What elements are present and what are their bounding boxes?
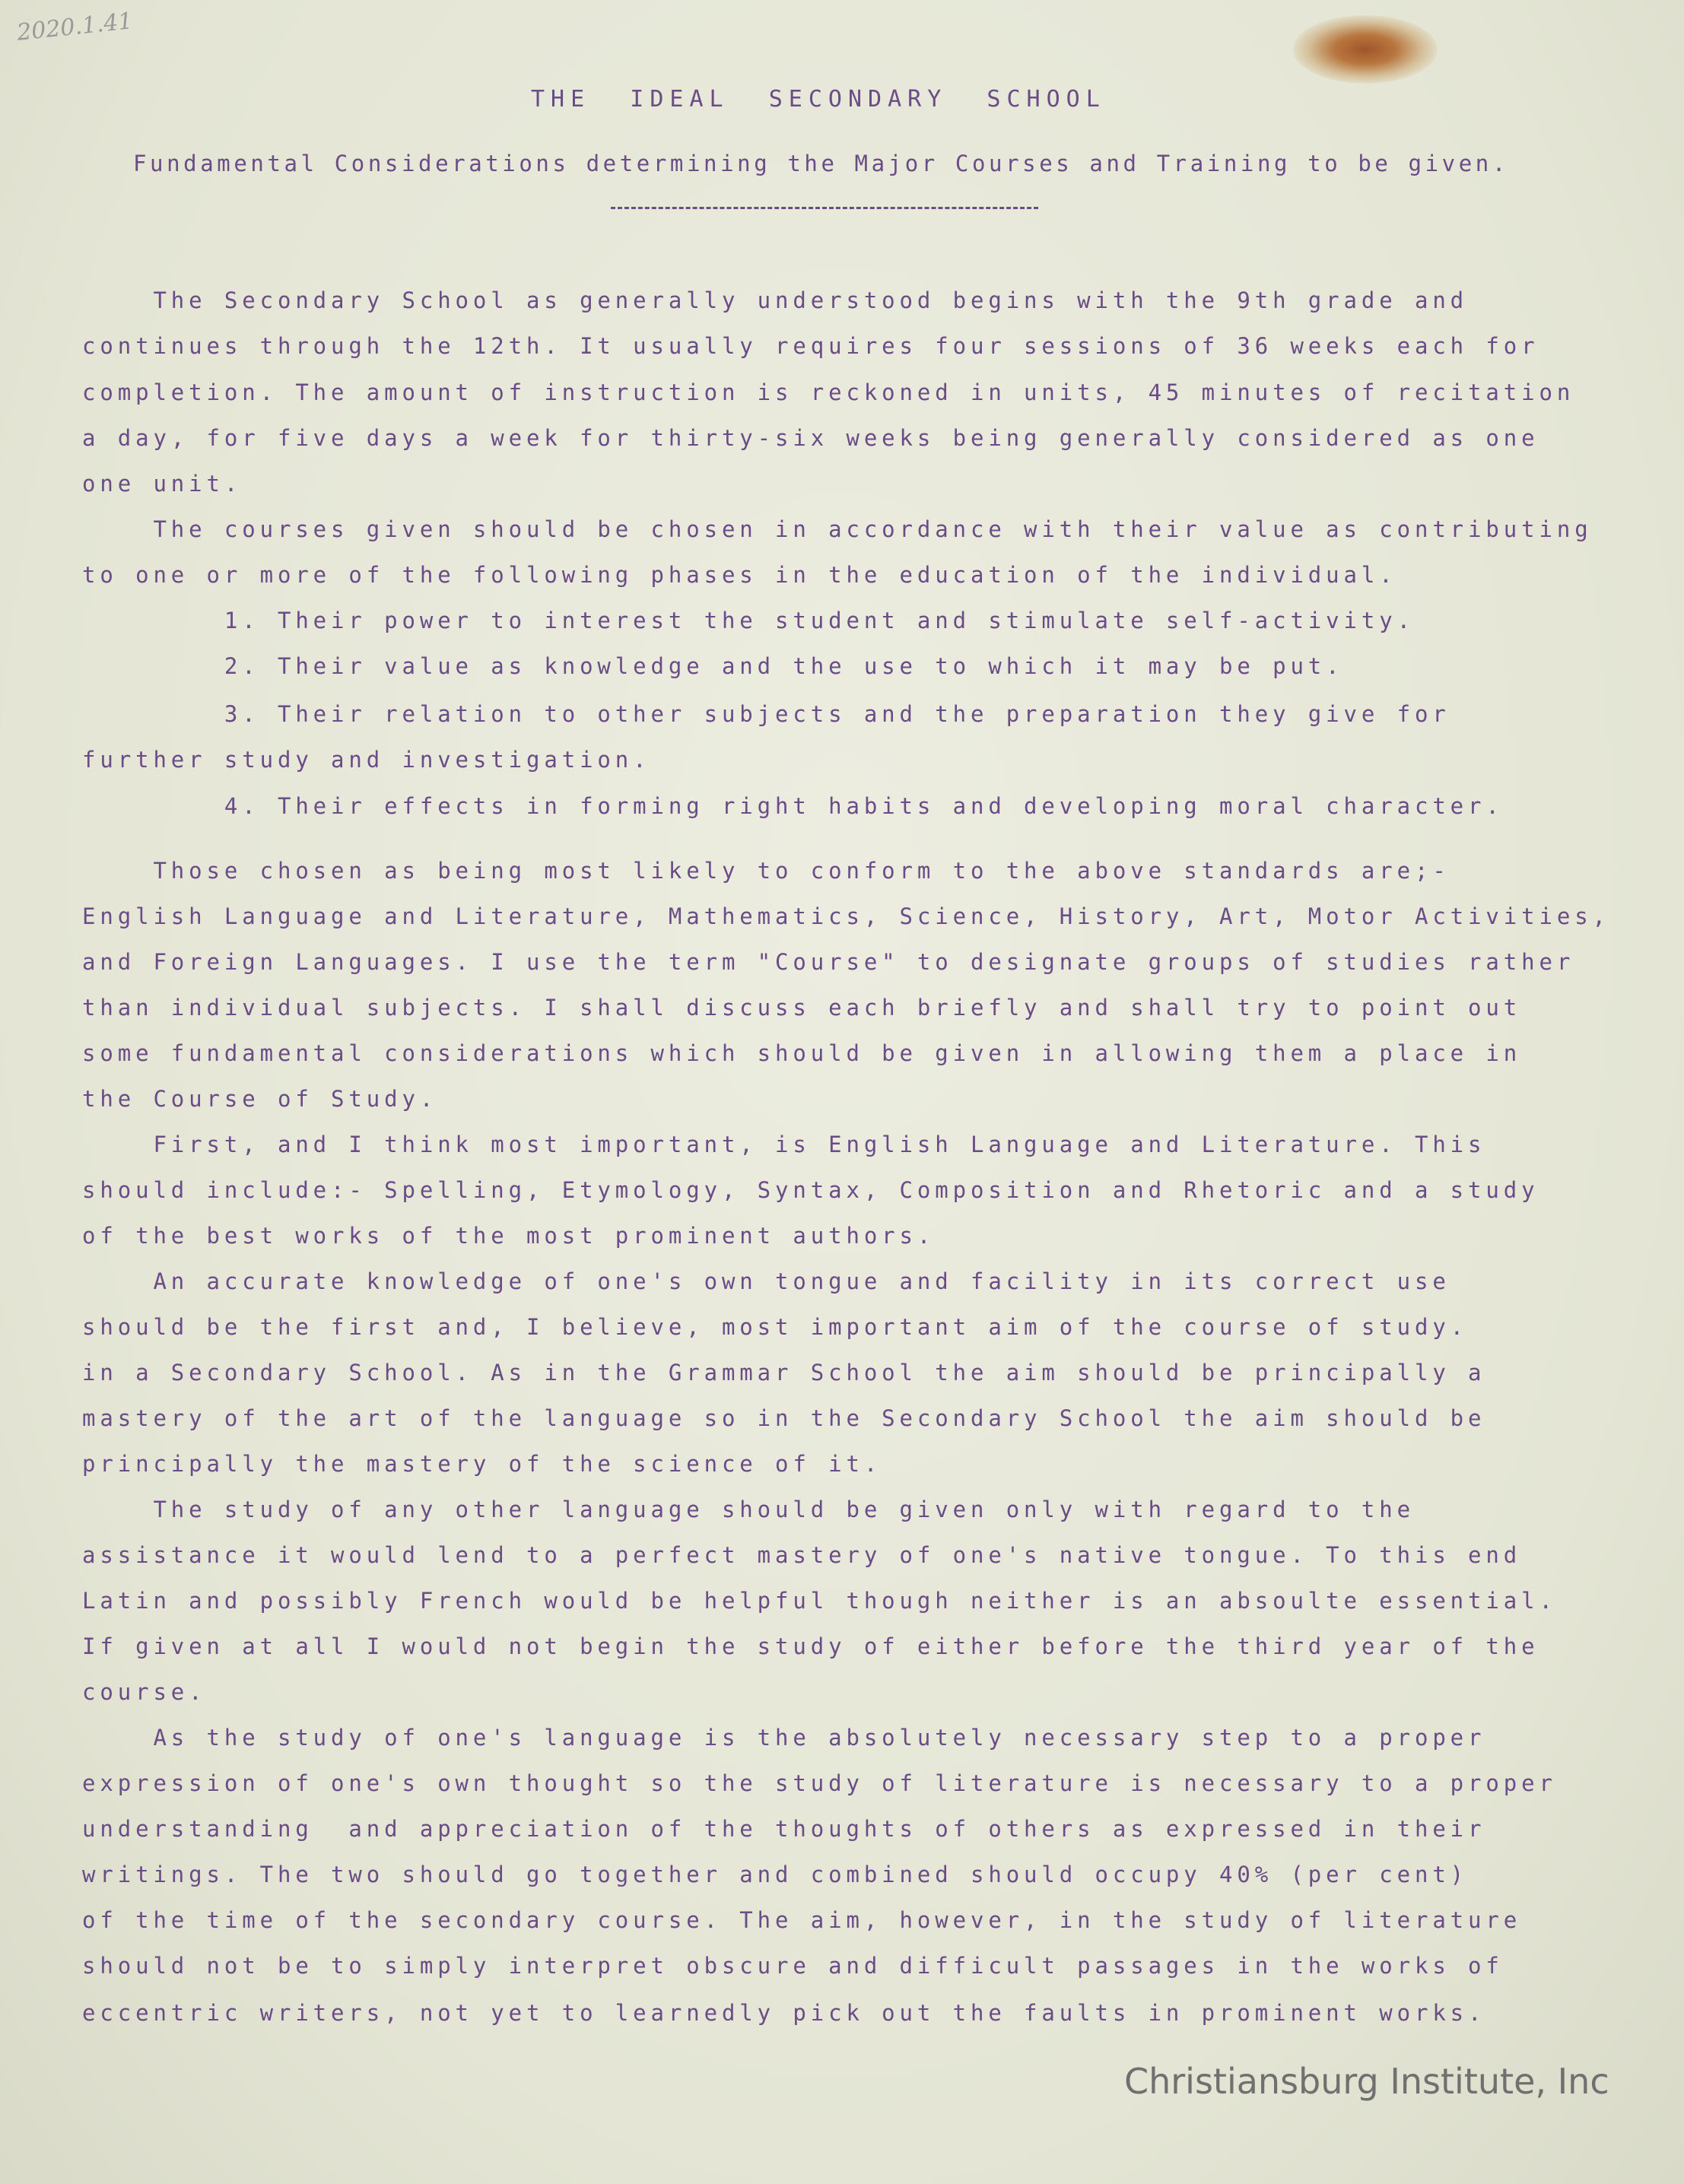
body-line: should be the first and, I believe, most important aim of the course of study. xyxy=(82,1314,1469,1340)
body-line: Those chosen as being most likely to conform to the above standards are;- xyxy=(82,858,1450,884)
body-line: 2. Their value as knowledge and the use to which it may be put. xyxy=(82,653,1344,679)
body-line: should include:- Spelling, Etymology, Syntax, Composition and Rhetoric and a study xyxy=(82,1177,1539,1203)
body-line: The Secondary School as generally understood begins with the 9th grade and xyxy=(82,287,1469,313)
body-line: expression of one's own thought so the study of literature is necessary to a proper xyxy=(82,1770,1557,1796)
body-line: The study of any other language should be given only with regard to the xyxy=(82,1497,1415,1522)
body-line: a day, for five days a week for thirty-six weeks being generally considered as one xyxy=(82,425,1539,451)
body-line: assistance it would lend to a perfect mastery of one's native tongue. To this end xyxy=(82,1542,1522,1568)
body-line: If given at all I would not begin the study of either before the third year of the xyxy=(82,1633,1539,1659)
body-line: First, and I think most important, is English Language and Literature. This xyxy=(82,1132,1486,1157)
document-title: THE IDEAL SECONDARY SCHOOL xyxy=(531,86,1106,113)
body-line: continues through the 12th. It usually requires four sessions of 36 weeks each for xyxy=(82,333,1539,359)
body-line: Latin and possibly French would be helpful though neither is an absoulte essential. xyxy=(82,1588,1557,1614)
title-divider xyxy=(611,207,1038,209)
body-line: 1. Their power to interest the student and stimulate self-activity. xyxy=(82,608,1415,633)
body-line: one unit. xyxy=(82,471,243,497)
body-line: understanding and appreciation of the thoughts of others as expressed in their xyxy=(82,1816,1486,1842)
body-line: in a Secondary School. As in the Grammar School the aim should be principally a xyxy=(82,1360,1486,1386)
body-line: course. xyxy=(82,1679,207,1705)
body-line: to one or more of the following phases in the education of the individual. xyxy=(82,562,1397,588)
body-line: than individual subjects. I shall discuss each briefly and shall try to point out xyxy=(82,995,1522,1021)
body-line: mastery of the art of the language so in the Secondary School the aim should be xyxy=(82,1405,1486,1431)
body-line: English Language and Literature, Mathematics, Science, History, Art, Motor Activities, xyxy=(82,903,1610,929)
body-line: The courses given should be chosen in accordance with their value as contributing xyxy=(82,516,1593,542)
body-line: eccentric writers, not yet to learnedly pick out the faults in prominent works. xyxy=(82,2000,1486,2026)
body-line: principally the mastery of the science of it. xyxy=(82,1451,882,1477)
rust-stain xyxy=(1293,15,1438,84)
body-line: and Foreign Languages. I use the term "Course" to designate groups of studies rather xyxy=(82,949,1575,975)
document-subtitle: Fundamental Considerations determining the Major Courses and Training to be given. xyxy=(133,151,1509,176)
body-line: 4. Their effects in forming right habits and developing moral character. xyxy=(82,793,1504,819)
body-line: completion. The amount of instruction is reckoned in units, 45 minutes of recitation xyxy=(82,379,1575,405)
archive-watermark: Christiansburg Institute, Inc xyxy=(1124,2061,1609,2102)
body-line: An accurate knowledge of one's own tongue and facility in its correct use xyxy=(82,1268,1450,1294)
body-line: 3. Their relation to other subjects and the preparation they give for xyxy=(82,701,1450,727)
body-line: the Course of Study. xyxy=(82,1086,438,1112)
body-line: further study and investigation. xyxy=(82,747,651,773)
body-line: of the time of the secondary course. The aim, however, in the study of literature xyxy=(82,1907,1522,1933)
body-line: As the study of one's language is the absolutely necessary step to a proper xyxy=(82,1725,1486,1751)
body-line: should not be to simply interpret obscure and difficult passages in the works of xyxy=(82,1953,1504,1979)
body-line: some fundamental considerations which should be given in allowing them a place in xyxy=(82,1040,1522,1066)
archive-pencil-mark: 2020.1.41 xyxy=(15,8,135,46)
body-line: writings. The two should go together and combined should occupy 40% (per cent) xyxy=(82,1862,1469,1887)
body-line: of the best works of the most prominent authors. xyxy=(82,1223,936,1249)
